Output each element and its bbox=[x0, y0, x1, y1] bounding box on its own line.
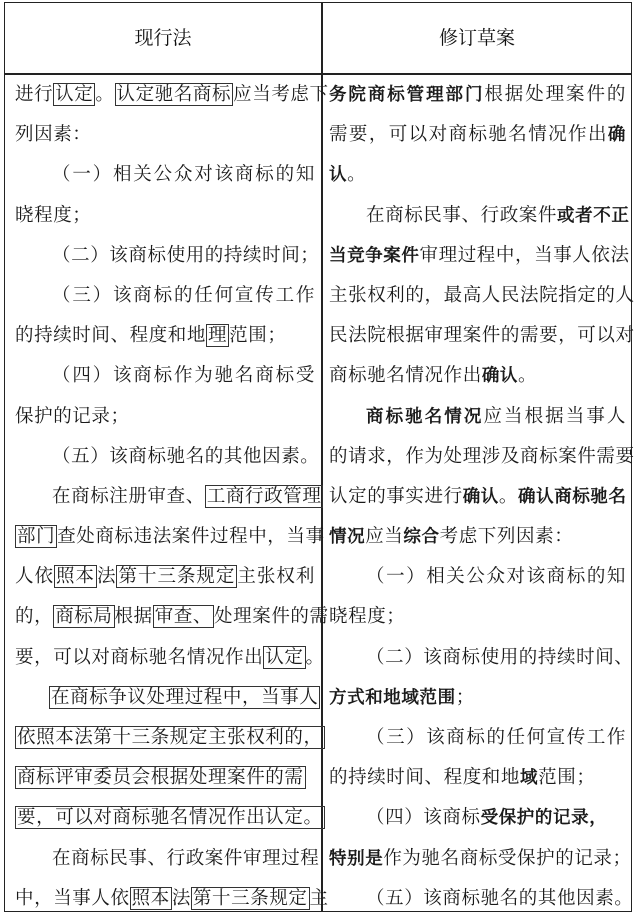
comparison-table bbox=[4, 2, 635, 912]
text-line: 情况应当综合考虑下列因素： bbox=[329, 526, 574, 548]
text-line: 在商标民事、行政案件审理过程 bbox=[52, 847, 320, 869]
current-law-column bbox=[15, 75, 329, 919]
text-line: （三）该商标的任何宣传工作 bbox=[52, 284, 315, 306]
header-draft-revision: 修订草案 bbox=[438, 27, 515, 49]
text-line: 人依 照本 法 第十三条规定 主张权利 bbox=[15, 566, 315, 588]
text-line: 的持续时间、程度和地 理 范围； bbox=[15, 325, 287, 347]
text-line: 的请求，作为处理涉及商标案件需要 bbox=[329, 445, 635, 467]
text-line: （二）该商标使用的持续时间、 bbox=[366, 646, 634, 668]
text-line: 在商标争议处理过程中，当事人 bbox=[51, 686, 319, 708]
text-line: 的， 商标局 根据 审查、 处理案件的需 bbox=[15, 606, 329, 628]
text-line: 在商标注册审查、 工商行政管理 bbox=[52, 485, 322, 507]
column-divider bbox=[321, 3, 323, 911]
text-line: 要，可以对商标驰名情况作出 认定 。 bbox=[15, 646, 325, 668]
text-line: 认。 bbox=[329, 164, 367, 186]
draft-revision-column bbox=[329, 75, 635, 919]
text-line: 方式和地域范围； bbox=[329, 686, 475, 708]
text-line: 需要，可以对商标驰名情况作出确 bbox=[329, 124, 626, 146]
text-line: （一）相关公众对该商标的知 bbox=[52, 164, 315, 186]
text-line: 要，可以对商标驰名情况作出认定。 bbox=[17, 807, 323, 829]
text-line: 进行 认定 。 认定驰名商标 应当考虑下 bbox=[15, 84, 329, 105]
text-line: 认定的事实进行确认。确认商标驰名 bbox=[329, 485, 627, 507]
header-current-law: 现行法 bbox=[134, 27, 192, 49]
text-line: 商标评审委员会根据处理案件的需 bbox=[17, 767, 304, 789]
text-line: （五）该商标驰名的其他因素。 bbox=[52, 445, 320, 467]
text-line: 部门 查处商标违法案件过程中，当事 bbox=[17, 526, 325, 548]
text-line: 晓程度； bbox=[15, 204, 92, 226]
text-line: 特别是作为驰名商标受保护的记录； bbox=[329, 847, 632, 869]
text-line: 在商标民事、行政案件或者不正 bbox=[366, 204, 630, 226]
text-line: 中，当事人依 照本 法 第十三条规定 主 bbox=[15, 887, 329, 909]
text-line: 依照本法第十三条规定主张权利的， bbox=[17, 727, 323, 748]
text-line: （二）该商标使用的持续时间； bbox=[52, 244, 320, 266]
text-line: 民法院根据审理案件的需要，可以对 bbox=[329, 325, 635, 347]
text-line: 的持续时间、程度和地域范围； bbox=[329, 767, 596, 789]
text-line: （三）该商标的任何宣传工作 bbox=[366, 727, 626, 748]
text-line: 晓程度； bbox=[329, 606, 406, 628]
text-line: （四）该商标受保护的记录， bbox=[366, 807, 608, 829]
text-line: 务院商标管理部门根据处理案件的 bbox=[329, 84, 626, 105]
text-line: （五）该商标驰名的其他因素。 bbox=[366, 887, 634, 909]
text-line: 商标驰名情况作出确认。 bbox=[329, 365, 538, 387]
text-line: 主张权利的，最高人民法院指定的人 bbox=[329, 284, 635, 306]
text-line: 列因素： bbox=[15, 124, 92, 146]
text-line: 当竞争案件审理过程中，当事人依法 bbox=[329, 244, 630, 266]
text-line: （四）该商标作为驰名商标受 bbox=[52, 365, 315, 387]
text-line: （一）相关公众对该商标的知 bbox=[366, 566, 626, 588]
text-line: 保护的记录； bbox=[15, 405, 130, 427]
text-line: 商标驰名情况应当根据当事人 bbox=[366, 405, 626, 427]
